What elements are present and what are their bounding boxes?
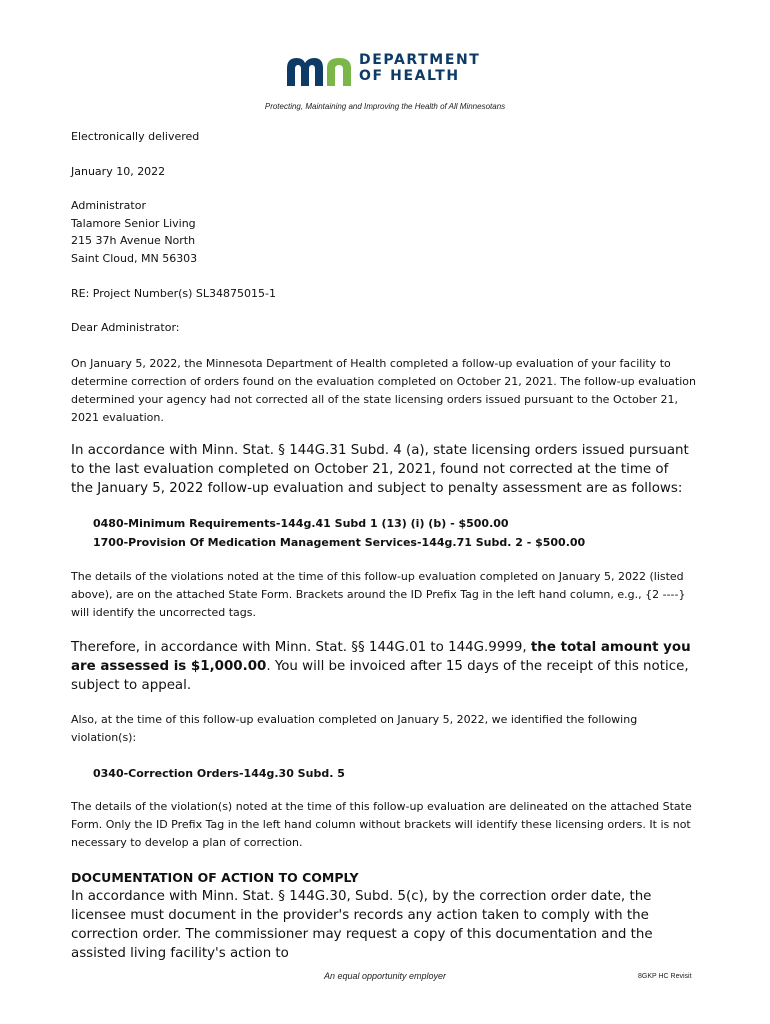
- logo-line-2: OF HEALTH: [359, 68, 460, 84]
- address-line: 215 37h Avenue North: [71, 234, 196, 247]
- mn-logo-icon: [285, 54, 355, 88]
- footer-code: 8GKP HC Revisit: [638, 973, 692, 980]
- penalty-item: 1700-Provision Of Medication Management Services-144g.71 Subd. 2 - $500.00: [93, 536, 586, 549]
- salutation: Dear Administrator:: [71, 321, 180, 334]
- logo-line-1: DEPARTMENT: [359, 52, 481, 68]
- re-line: RE: Project Number(s) SL34875015-1: [71, 287, 276, 300]
- paragraph-2: In accordance with Minn. Stat. § 144G.31 Subd. 4 (a), state licensing orders issued pursuant to the last evaluation completed on October 21, 2021, found not corrected at the time of the January 5, 2022 follow-up evaluation and subject to penalty assessment are as follows:: [71, 443, 689, 496]
- paragraph-1: On January 5, 2022, the Minnesota Department of Health completed a follow-up evaluation of your facility to determine correction of orders found on the evaluation completed on October 21, 2021. The follow-up evaluation determined your agency had not corrected all of the state licensing orders issued pursuant to the October 21, 2021 evaluation.: [71, 357, 696, 424]
- paragraph-4-text-end: . You will be invoiced after 15 days of the receipt of this notice, subject to appeal.: [71, 659, 689, 693]
- section-heading: DOCUMENTATION OF ACTION TO COMPLY: [71, 870, 359, 885]
- violation-item: 0340-Correction Orders-144g.30 Subd. 5: [93, 767, 345, 780]
- paragraph-6: The details of the violation(s) noted at the time of this follow-up evaluation are delineated on the attached State Form. Only the ID Prefix Tag in the left hand column without brackets will identify these licensing orders. It is not necessary to develop a plan of correction.: [71, 800, 692, 849]
- tagline: Protecting, Maintaining and Improving the Health of All Minnesotans: [264, 102, 506, 111]
- mdh-logo: [285, 52, 495, 88]
- address-line: Talamore Senior Living: [71, 216, 196, 230]
- address-line: Administrator: [71, 199, 146, 212]
- paragraph-5: Also, at the time of this follow-up evaluation completed on January 5, 2022, we identified the following violation(s):: [71, 713, 638, 744]
- address-line: Saint Cloud, MN 56303: [71, 251, 198, 265]
- penalty-item: 0480-Minimum Requirements-144g.41 Subd 1 (13) (i) (b) - $500.00: [93, 517, 509, 530]
- logo-wordmark: [359, 52, 480, 84]
- paragraph-7: In accordance with Minn. Stat. § 144G.30, Subd. 5(c), by the correction order date, the licensee must document in the provider's records any action taken to comply with the correction order. The commissioner may request a copy of this documentation and the assisted living facility's action to: [71, 889, 653, 961]
- letter-date: January 10, 2022: [71, 165, 166, 178]
- paragraph-3: The details of the violations noted at the time of this follow-up evaluation completed on January 5, 2022 (listed above), are on the attached State Form. Brackets around the ID Prefix Tag in the left hand column, e.g., {2 ----} will identify the uncorrected tags.: [71, 570, 686, 619]
- paragraph-4: [71, 638, 691, 695]
- total-assessed: the total amount you are assessed is $1,000.00: [71, 640, 691, 674]
- delivery-method: Electronically delivered: [71, 130, 200, 143]
- paragraph-4-text: Therefore, in accordance with Minn. Stat. §§ 144G.01 to 144G.9999,: [71, 640, 531, 655]
- footer-eoe: An equal opportunity employer: [323, 971, 447, 981]
